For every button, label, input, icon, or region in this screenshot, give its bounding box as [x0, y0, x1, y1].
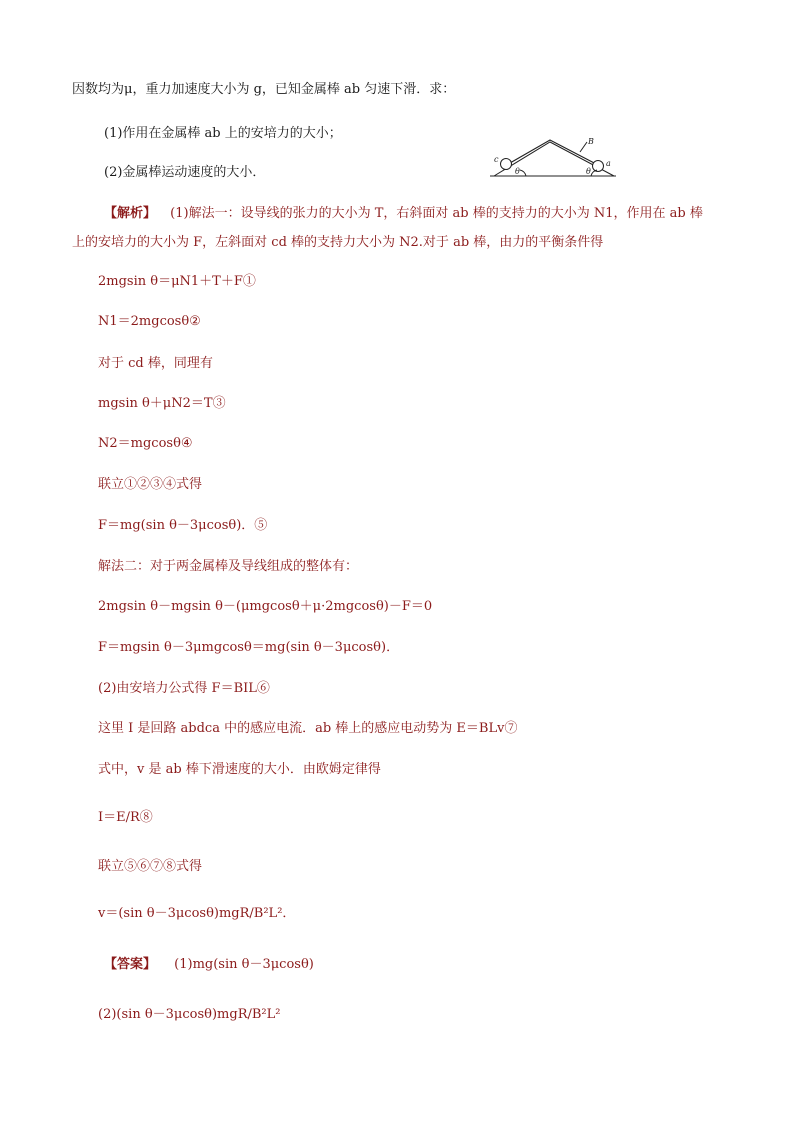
part-2: (2)由安培力公式得 F＝BIL⑥ — [98, 681, 270, 696]
analysis-p1b: 上的安培力的大小为 F，左斜面对 cd 棒的支持力大小为 N2.对于 ab 棒，由力的平衡条件得 — [72, 235, 604, 250]
eq-2: N1＝2mgcosθ② — [98, 314, 201, 329]
eq-5: F＝mg(sin θ－3μcosθ)．⑤ — [98, 518, 268, 533]
label-theta-left: θ — [515, 167, 520, 176]
analysis-p1a — [104, 202, 703, 221]
part-2b: 这里 I 是回路 abdca 中的感应电流．ab 棒上的感应电动势为 E＝BLv⑦ — [98, 721, 518, 736]
answer-1: (1)mg(sin θ－3μcosθ) — [174, 957, 314, 972]
combine-1: 联立①②③④式得 — [98, 477, 203, 492]
eq-v: v＝(sin θ－3μcosθ)mgR/B²L²． — [98, 906, 296, 921]
method-2: 解法二：对于两金属棒及导线组成的整体有： — [98, 559, 359, 574]
field-arrow — [580, 142, 587, 152]
label-theta-right: θ — [586, 167, 591, 176]
label-c: c — [494, 155, 499, 164]
part-2c: 式中，v 是 ab 棒下滑速度的大小．由欧姆定律得 — [98, 762, 381, 777]
combine-2: 联立⑤⑥⑦⑧式得 — [98, 859, 203, 874]
rod-cd — [501, 159, 512, 170]
angle-arc-left — [520, 170, 526, 176]
label-B: B — [588, 137, 594, 146]
rod-ab — [593, 161, 604, 172]
answer-2: (2)(sin θ－3μcosθ)mgR/B²L² — [98, 1007, 281, 1022]
eq-m2b: F＝mgsin θ－3μmgcosθ＝mg(sin θ－3μcosθ)． — [98, 640, 400, 655]
question-1: (1)作用在金属棒 ab 上的安培力的大小； — [104, 126, 342, 141]
question-2: (2)金属棒运动速度的大小． — [104, 165, 266, 180]
eq-1: 2mgsin θ＝μN1＋T＋F① — [98, 274, 256, 289]
analysis-tag: 【解析】 — [104, 206, 157, 221]
intro-line: 因数均为μ，重力加速度大小为 g，已知金属棒 ab 匀速下滑．求： — [72, 82, 456, 97]
eq-3: mgsin θ＋μN2＝T③ — [98, 396, 226, 411]
eq-4: N2＝mgcosθ④ — [98, 436, 193, 451]
eq-8: I＝E/R⑧ — [98, 810, 153, 825]
analysis-line-1: (1)解法一：设导线的张力的大小为 T，右斜面对 ab 棒的支持力的大小为 N1，作用在 ab 棒 — [170, 206, 703, 221]
answer-line-1 — [104, 953, 314, 972]
label-a: a — [606, 159, 611, 168]
answer-tag: 【答案】 — [104, 957, 157, 972]
eq-m2a: 2mgsin θ－mgsin θ－(μmgcosθ＋μ·2mgcosθ)－F＝0 — [98, 599, 433, 614]
incline-diagram — [488, 130, 623, 180]
cd-same: 对于 cd 棒，同理有 — [98, 356, 213, 371]
